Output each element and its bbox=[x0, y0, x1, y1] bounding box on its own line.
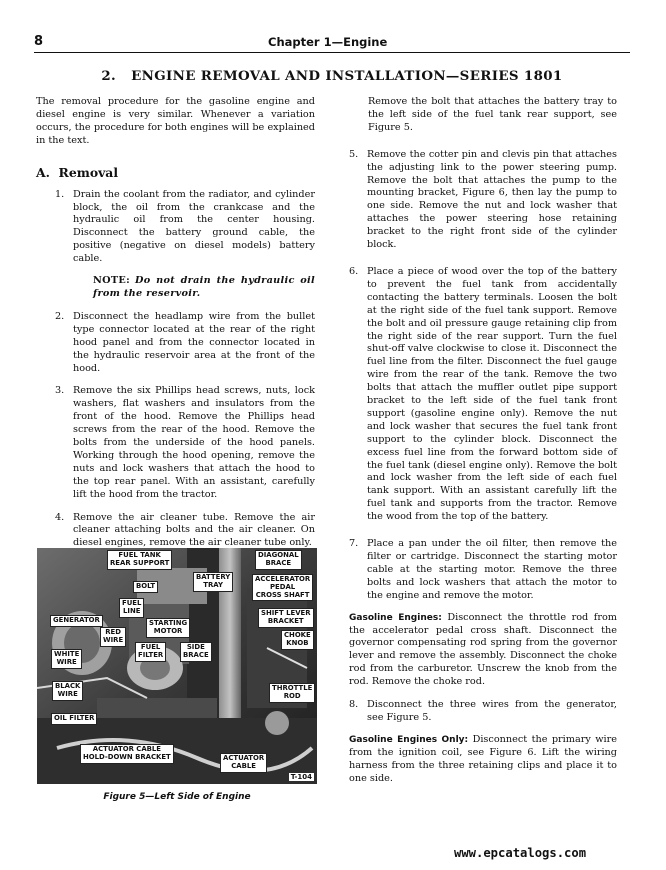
gasoline-engines-text: Disconnect the throttle rod from the accelerator pedal cross shaft. Disconnect the governor compensating rod spring from the governor lever and remove the assembly. Disconnect the choke rod from the carburetor. Unscrew the knob from the rod. Remove the choke rod. bbox=[349, 611, 617, 688]
step-number: 5. bbox=[349, 148, 359, 160]
step-3 bbox=[55, 385, 315, 501]
label-red-wire: RED WIRE bbox=[100, 627, 126, 647]
step-number: 7. bbox=[349, 538, 359, 550]
label-white-wire: WHITE WIRE bbox=[51, 649, 82, 669]
gasoline-engines-only-text: Disconnect the primary wire from the ignition coil, see Figure 6. Lift the wiring harness from the three retaining clips and place it to one side. bbox=[349, 733, 617, 784]
subsection-heading-removal: A. Removal bbox=[36, 164, 119, 180]
intro-paragraph: The removal procedure for the gasoline engine and diesel engine is very similar. Whenever a variation occurs, the procedure for both engines will be explained in the text. bbox=[36, 96, 315, 146]
label-accelerator-pedal-cross-shaft: ACCELERATOR PEDAL CROSS SHAFT bbox=[252, 574, 313, 601]
step-number: 6. bbox=[349, 265, 359, 277]
gasoline-engines-only-label: Gasoline Engines Only: bbox=[349, 734, 469, 745]
label-actuator-cable: ACTUATOR CABLE bbox=[220, 753, 267, 773]
label-battery-tray: BATTERY TRAY bbox=[193, 572, 233, 592]
step-list-left bbox=[36, 189, 315, 551]
figure-code: T-104 bbox=[290, 773, 312, 781]
watermark-link[interactable]: www.epcatalogs.com bbox=[454, 846, 587, 860]
note bbox=[55, 275, 315, 301]
label-fuel-tank-rear-support: FUEL TANK REAR SUPPORT bbox=[107, 550, 172, 570]
left-column bbox=[36, 96, 315, 550]
figure-caption: Figure 5—Left Side of Engine bbox=[103, 792, 251, 802]
page-header bbox=[34, 34, 630, 53]
note-text: Do not drain the hydraulic oil from the reservoir. bbox=[93, 275, 315, 299]
page-number: 8 bbox=[34, 34, 44, 49]
label-bolt: BOLT bbox=[133, 581, 158, 593]
label-choke-knob: CHOKE KNOB bbox=[281, 630, 314, 650]
note-label: NOTE: bbox=[93, 275, 130, 287]
step-4-continued: Remove the bolt that attaches the battery tray to the left side of the fuel tank rear support, see Figure 5. bbox=[368, 96, 617, 133]
step-1 bbox=[55, 189, 315, 266]
step-text: Disconnect the headlamp wire from the bullet type connector located at the rear of the right hood panel and from the connector located in the hydraulic reservoir area at the front of the hood. bbox=[73, 310, 315, 374]
gasoline-engines-only-paragraph bbox=[349, 734, 617, 786]
label-actuator-cable-hold-down-bracket: ACTUATOR CABLE HOLD-DOWN BRACKET bbox=[80, 744, 174, 764]
step-7 bbox=[349, 538, 617, 603]
label-diagonal-brace: DIAGONAL BRACE bbox=[255, 550, 302, 570]
gasoline-engines-paragraph bbox=[349, 612, 617, 689]
label-generator: GENERATOR bbox=[50, 615, 103, 627]
step-text: Remove the cotter pin and clevis pin that attaches the adjusting link to the power steering pump. Remove the bolt that attaches the pump to the mounting bracket, Figure 6, then lay the pump to one side. Remove the nut and lock washer that attaches the power steering hose retaining bracket to the right front side of the cylinder block. bbox=[367, 148, 617, 251]
step-text: Place a piece of wood over the top of the battery to prevent the fuel tank from accidentally contacting the battery terminals. Loosen the bolt at the right side of the fuel tank support. Remove the bolt and oil pressure gauge retaining clip from the right side of the rear support. Turn the fuel shut-off valve clockwise to close it. Disconnect the fuel line from the filter. Disconnect the fuel gauge wire from the rear of the tank. Remove the two bolts that attach the muffler outlet pipe support bracket to the left side of the fuel tank front support (gasoline engine only). Remove the nut and lock washer that secures the fuel tank front support to the cylinder block. Disconnect the excess fuel line from the forward bottom side of the fuel tank (diesel engine only). Remove the bolt and lock washer from the left side of each fuel tank support. With an assistant carefully lift the fuel tank and supports from the tractor. Remove the wood from the top of the battery. bbox=[367, 265, 617, 523]
label-shift-lever-bracket: SHIFT LEVER BRACKET bbox=[258, 608, 314, 628]
step-text: Place a pan under the oil filter, then remove the filter or cartridge. Disconnect the starting motor cable at the starting motor. Remove the three bolts and lock washers that attach the motor to the engine and remove the motor. bbox=[367, 538, 617, 601]
label-fuel-line: FUEL LINE bbox=[119, 598, 144, 618]
step-5 bbox=[349, 149, 617, 252]
section-title: 2. ENGINE REMOVAL AND INSTALLATION—SERIES 1801 bbox=[101, 68, 563, 84]
step-2 bbox=[55, 311, 315, 376]
label-starting-motor: STARTING MOTOR bbox=[146, 618, 190, 638]
step-text: Remove the air cleaner tube. Remove the air cleaner attaching bolts and the air cleaner. On diesel engines, remove the air cleaner tube only. bbox=[73, 511, 315, 549]
step-4 bbox=[55, 512, 315, 551]
gasoline-engines-label: Gasoline Engines: bbox=[349, 612, 442, 623]
chapter-title: Chapter 1—Engine bbox=[268, 35, 388, 49]
label-throttle-rod: THROTTLE ROD bbox=[269, 683, 315, 703]
step-6 bbox=[349, 266, 617, 524]
step-text: Remove the six Phillips head screws, nuts, lock washers, flat washers and insulators from the front of the hood. Remove the Phillips head screws from the rear of the hood. Remove the bolts from the underside of the hood panels. Working through the hood opening, remove the nuts and lock washers that attach the hood to the top rear panel. With an assistant, carefully lift the hood from the tractor. bbox=[73, 385, 315, 500]
step-number: 8. bbox=[349, 699, 359, 711]
step-number: 2. bbox=[55, 310, 65, 322]
step-number: 4. bbox=[55, 511, 65, 523]
right-column bbox=[349, 96, 617, 786]
label-oil-filter: OIL FILTER bbox=[51, 713, 97, 725]
step-number: 3. bbox=[55, 385, 65, 397]
label-black-wire: BLACK WIRE bbox=[52, 681, 83, 701]
label-fuel-filter: FUEL FILTER bbox=[135, 642, 166, 662]
step-text: Disconnect the three wires from the generator, see Figure 5. bbox=[367, 699, 617, 723]
step-8 bbox=[349, 699, 617, 725]
engine-photo bbox=[37, 548, 317, 784]
step-text: Drain the coolant from the radiator, and cylinder block, the oil from the crankcase and the hydraulic oil from the center housing. Disconnect the battery ground cable, the positive (negative on diesel models) battery cable. bbox=[73, 188, 315, 265]
label-side-brace: SIDE BRACE bbox=[180, 642, 212, 662]
step-number: 1. bbox=[55, 188, 65, 200]
